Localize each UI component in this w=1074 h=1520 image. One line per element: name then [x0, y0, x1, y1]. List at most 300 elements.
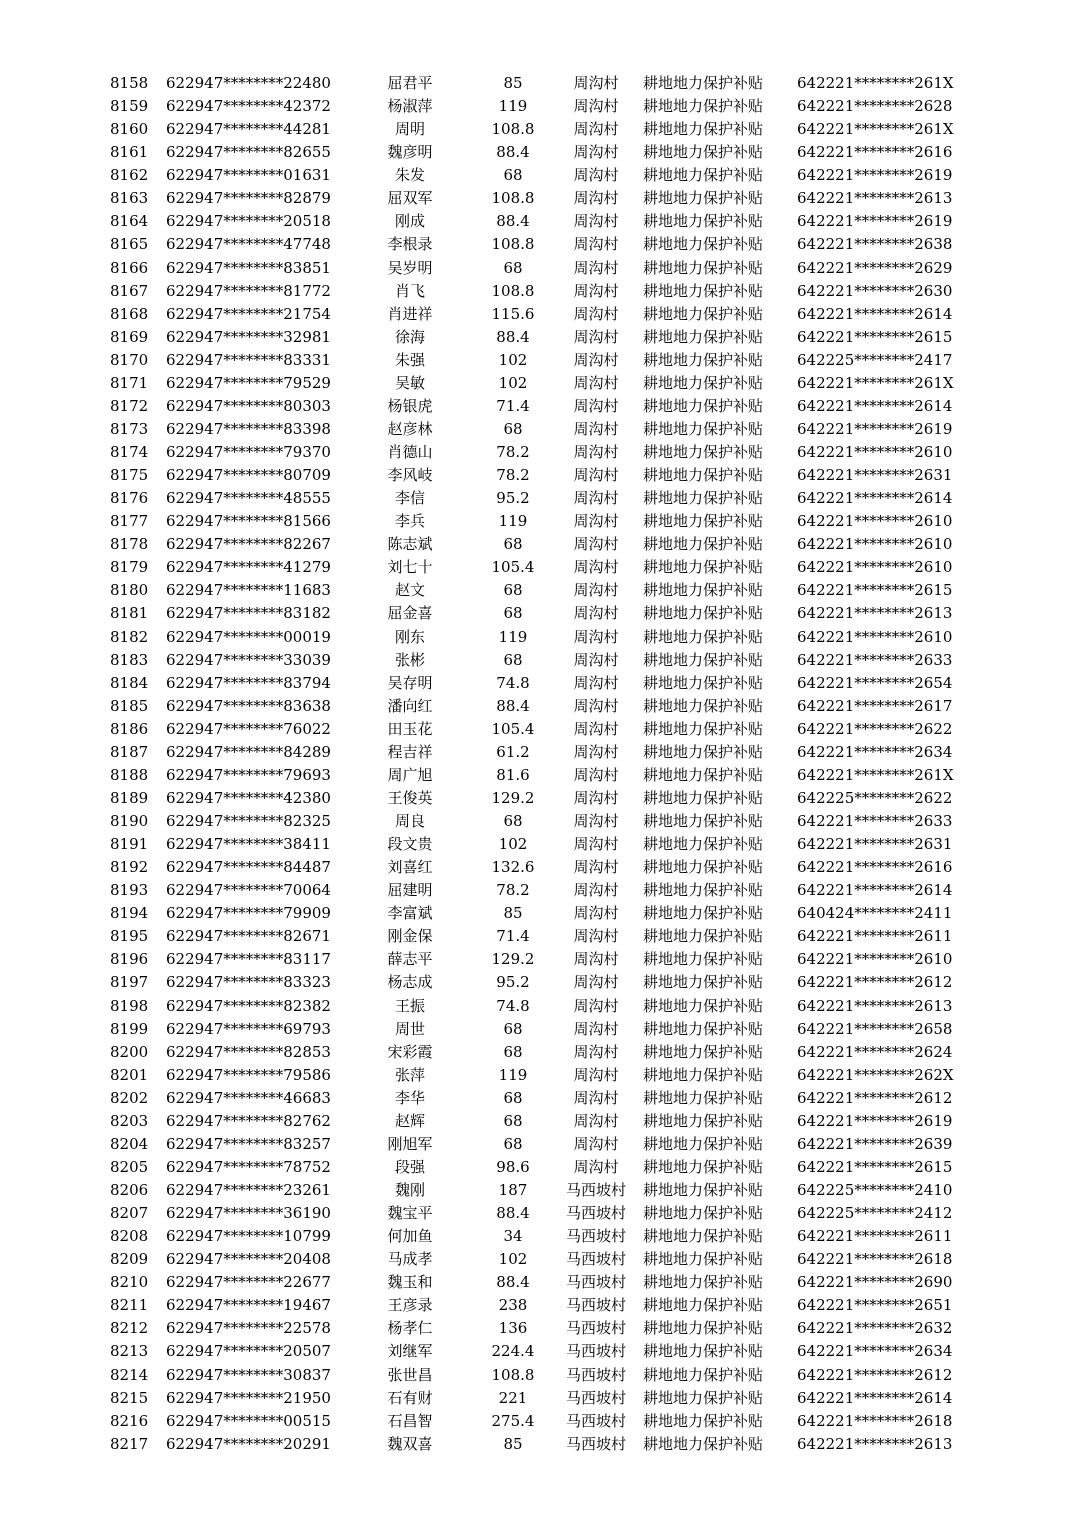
- farmer-name: 张彬: [394, 650, 425, 669]
- row-number: 8194: [110, 904, 149, 923]
- village-name: 周沟村: [573, 1065, 619, 1084]
- table-row: [0, 257, 1074, 280]
- row-number: 8166: [110, 258, 149, 277]
- subsidy-type: 耕地地力保护补贴: [643, 304, 764, 323]
- table-row: [0, 1294, 1074, 1317]
- id-card-number: 642221********2622: [797, 719, 953, 738]
- farmer-name: 李兵: [394, 512, 425, 531]
- bank-card-number: 622947********42372: [166, 97, 331, 116]
- table-row: [0, 602, 1074, 625]
- village-name: 周沟村: [573, 742, 619, 761]
- subsidy-amount: 88.4: [496, 1273, 530, 1292]
- table-row: [0, 626, 1074, 649]
- id-card-number: 642221********261X: [797, 74, 954, 92]
- bank-card-number: 622947********82382: [166, 996, 331, 1015]
- table-row: [0, 741, 1074, 764]
- row-number: 8214: [110, 1365, 149, 1384]
- table-row: [0, 902, 1074, 925]
- id-card-number: 642221********2633: [797, 650, 953, 669]
- row-number: 8172: [110, 396, 149, 415]
- subsidy-amount: 68: [503, 650, 523, 669]
- farmer-name: 周良: [394, 812, 425, 830]
- farmer-name: 朱强: [394, 350, 425, 369]
- subsidy-amount: 98.6: [496, 1157, 530, 1176]
- id-card-number: 642221********2610: [797, 512, 953, 531]
- subsidy-amount: 88.4: [496, 327, 530, 346]
- subsidy-amount: 81.6: [496, 765, 530, 784]
- id-card-number: 642221********2610: [797, 950, 953, 969]
- subsidy-amount: 105.4: [491, 558, 535, 577]
- subsidy-amount: 108.8: [491, 1365, 535, 1384]
- village-name: 周沟村: [573, 858, 619, 877]
- bank-card-number: 622947********44281: [166, 120, 331, 139]
- village-name: 周沟村: [573, 581, 619, 600]
- row-number: 8174: [110, 443, 149, 461]
- id-card-number: 642221********2654: [797, 673, 953, 692]
- subsidy-type: 耕地地力保护补贴: [643, 604, 764, 623]
- subsidy-amount: 136: [498, 1319, 528, 1338]
- village-name: 周沟村: [573, 696, 619, 715]
- subsidy-amount: 108.8: [491, 120, 535, 139]
- id-card-number: 642221********2610: [797, 535, 953, 554]
- subsidy-type: 耕地地力保护补贴: [643, 581, 764, 600]
- bank-card-number: 622947********47748: [166, 235, 331, 254]
- row-number: 8215: [110, 1388, 149, 1407]
- id-card-number: 642221********2638: [797, 235, 953, 254]
- row-number: 8206: [110, 1181, 149, 1199]
- row-number: 8163: [110, 189, 149, 208]
- farmer-name: 朱发: [394, 166, 425, 185]
- table-row: [0, 1179, 1074, 1202]
- subsidy-amount: 85: [503, 1434, 523, 1453]
- village-name: 周沟村: [573, 650, 619, 669]
- subsidy-type: 耕地地力保护补贴: [643, 419, 764, 438]
- bank-card-number: 622947********23261: [166, 1181, 331, 1199]
- subsidy-amount: 102: [498, 373, 528, 392]
- table-row: [0, 971, 1074, 994]
- bank-card-number: 622947********83638: [166, 696, 331, 715]
- id-card-number: 642221********2633: [797, 812, 953, 830]
- bank-card-number: 622947********83398: [166, 419, 331, 438]
- bank-card-number: 622947********20518: [166, 212, 331, 231]
- farmer-name: 王俊英: [387, 788, 433, 807]
- village-name: 马西坡村: [565, 1365, 626, 1384]
- village-name: 周沟村: [573, 489, 619, 508]
- subsidy-type: 耕地地力保护补贴: [643, 281, 764, 300]
- table-row: [0, 441, 1074, 464]
- subsidy-type: 耕地地力保护补贴: [643, 1273, 764, 1292]
- table-row: [0, 1018, 1074, 1041]
- subsidy-type: 耕地地力保护补贴: [643, 973, 764, 992]
- subsidy-type: 耕地地力保护补贴: [643, 1019, 764, 1038]
- village-name: 周沟村: [573, 419, 619, 438]
- row-number: 8201: [110, 1065, 149, 1084]
- subsidy-type: 耕地地力保护补贴: [643, 996, 764, 1015]
- bank-card-number: 622947********22677: [166, 1273, 331, 1292]
- bank-card-number: 622947********79529: [166, 373, 331, 392]
- bank-card-number: 622947********82267: [166, 535, 331, 554]
- table-row: [0, 1271, 1074, 1294]
- row-number: 8189: [110, 788, 149, 807]
- village-name: 马西坡村: [565, 1319, 626, 1338]
- subsidy-type: 耕地地力保护补贴: [643, 627, 764, 646]
- subsidy-amount: 108.8: [491, 235, 535, 254]
- bank-card-number: 622947********83117: [166, 950, 331, 969]
- table-row: [0, 1433, 1074, 1456]
- village-name: 周沟村: [573, 719, 619, 738]
- subsidy-amount: 95.2: [496, 489, 530, 508]
- table-row: [0, 672, 1074, 695]
- bank-card-number: 622947********22480: [166, 74, 331, 92]
- row-number: 8192: [110, 858, 149, 877]
- id-card-number: 642225********2410: [797, 1181, 953, 1199]
- id-card-number: 642221********2639: [797, 1134, 953, 1153]
- farmer-name: 吴存明: [387, 673, 433, 692]
- id-card-number: 642221********2614: [797, 396, 953, 415]
- bank-card-number: 622947********36190: [166, 1204, 331, 1223]
- village-name: 马西坡村: [565, 1411, 626, 1430]
- table-row: [0, 995, 1074, 1018]
- village-name: 周沟村: [573, 627, 619, 646]
- subsidy-amount: 187: [498, 1181, 528, 1199]
- village-name: 周沟村: [573, 97, 619, 116]
- subsidy-type: 耕地地力保护补贴: [643, 235, 764, 254]
- farmer-name: 石有财: [387, 1388, 433, 1407]
- bank-card-number: 622947********00019: [166, 627, 331, 646]
- farmer-name: 赵辉: [394, 1111, 425, 1130]
- bank-card-number: 622947********80303: [166, 396, 331, 415]
- bank-card-number: 622947********76022: [166, 719, 331, 738]
- subsidy-type: 耕地地力保护补贴: [643, 788, 764, 807]
- table-row: [0, 1225, 1074, 1248]
- table-row: [0, 1340, 1074, 1363]
- row-number: 8212: [110, 1319, 149, 1338]
- table-row: [0, 418, 1074, 441]
- village-name: 周沟村: [573, 535, 619, 554]
- village-name: 马西坡村: [565, 1342, 626, 1361]
- bank-card-number: 622947********84289: [166, 742, 331, 761]
- farmer-name: 吴岁明: [387, 258, 433, 277]
- subsidy-amount: 34: [503, 1227, 523, 1246]
- village-name: 周沟村: [573, 996, 619, 1015]
- village-name: 周沟村: [573, 881, 619, 900]
- table-row: [0, 1202, 1074, 1225]
- bank-card-number: 622947********83794: [166, 673, 331, 692]
- table-row: [0, 280, 1074, 303]
- bank-card-number: 622947********30837: [166, 1365, 331, 1384]
- subsidy-amount: 221: [498, 1388, 528, 1407]
- table-row: [0, 510, 1074, 533]
- farmer-name: 宋彩霞: [387, 1042, 433, 1061]
- row-number: 8178: [110, 535, 149, 554]
- id-card-number: 642221********2618: [797, 1250, 953, 1269]
- farmer-name: 程吉祥: [387, 742, 433, 761]
- village-name: 周沟村: [573, 373, 619, 392]
- subsidy-amount: 68: [503, 258, 523, 277]
- farmer-name: 刘喜红: [387, 858, 433, 877]
- village-name: 周沟村: [573, 143, 619, 162]
- bank-card-number: 622947********21950: [166, 1388, 331, 1407]
- subsidy-type: 耕地地力保护补贴: [643, 350, 764, 369]
- bank-card-number: 622947********83323: [166, 973, 331, 992]
- row-number: 8170: [110, 350, 149, 369]
- subsidy-amount: 71.4: [496, 927, 530, 946]
- row-number: 8203: [110, 1111, 149, 1130]
- id-card-number: 642225********2417: [797, 350, 953, 369]
- farmer-name: 潘向红: [387, 696, 433, 715]
- bank-card-number: 622947********33039: [166, 650, 331, 669]
- subsidy-type: 耕地地力保护补贴: [643, 535, 764, 554]
- row-number: 8181: [110, 604, 149, 623]
- subsidy-amount: 85: [503, 74, 523, 92]
- row-number: 8188: [110, 765, 149, 784]
- id-card-number: 642221********2630: [797, 281, 953, 300]
- subsidy-amount: 68: [503, 166, 523, 185]
- bank-card-number: 622947********82325: [166, 812, 331, 830]
- row-number: 8164: [110, 212, 149, 231]
- row-number: 8193: [110, 881, 149, 900]
- subsidy-amount: 275.4: [491, 1411, 535, 1430]
- subsidy-amount: 78.2: [496, 466, 530, 485]
- table-row: [0, 1410, 1074, 1433]
- bank-card-number: 622947********32981: [166, 327, 331, 346]
- row-number: 8160: [110, 120, 149, 139]
- subsidy-type: 耕地地力保护补贴: [643, 1204, 764, 1223]
- id-card-number: 642221********2610: [797, 443, 953, 461]
- village-name: 周沟村: [573, 1088, 619, 1107]
- id-card-number: 642221********2618: [797, 1411, 953, 1430]
- row-number: 8167: [110, 281, 149, 300]
- subsidy-amount: 88.4: [496, 212, 530, 231]
- row-number: 8187: [110, 742, 149, 761]
- table-row: [0, 1041, 1074, 1064]
- village-name: 周沟村: [573, 212, 619, 231]
- row-number: 8204: [110, 1134, 149, 1153]
- id-card-number: 642221********261X: [797, 120, 954, 139]
- farmer-name: 屈建明: [387, 881, 433, 900]
- bank-card-number: 622947********80709: [166, 466, 331, 485]
- id-card-number: 642221********2615: [797, 327, 953, 346]
- subsidy-type: 耕地地力保护补贴: [643, 858, 764, 877]
- subsidy-type: 耕地地力保护补贴: [643, 696, 764, 715]
- subsidy-amount: 129.2: [491, 788, 535, 807]
- farmer-name: 刚东: [394, 627, 425, 646]
- subsidy-amount: 88.4: [496, 1204, 530, 1223]
- farmer-name: 杨银虎: [387, 396, 433, 415]
- table-row: [0, 141, 1074, 164]
- farmer-name: 陈志斌: [387, 535, 433, 554]
- subsidy-amount: 105.4: [491, 719, 535, 738]
- row-number: 8185: [110, 696, 149, 715]
- bank-card-number: 622947********69793: [166, 1019, 331, 1038]
- farmer-name: 屈双军: [387, 189, 433, 208]
- table-row: [0, 1317, 1074, 1340]
- bank-card-number: 622947********20507: [166, 1342, 331, 1361]
- farmer-name: 魏彦明: [387, 143, 433, 162]
- farmer-name: 王振: [394, 996, 425, 1015]
- farmer-name: 赵文: [394, 581, 425, 600]
- row-number: 8197: [110, 973, 149, 992]
- table-row: [0, 948, 1074, 971]
- village-name: 周沟村: [573, 1134, 619, 1153]
- bank-card-number: 622947********10799: [166, 1227, 331, 1246]
- farmer-name: 杨志成: [387, 973, 433, 992]
- village-name: 马西坡村: [565, 1250, 626, 1269]
- subsidy-type: 耕地地力保护补贴: [643, 1434, 764, 1453]
- subsidy-type: 耕地地力保护补贴: [643, 74, 764, 92]
- id-card-number: 642221********2611: [797, 1227, 953, 1246]
- farmer-name: 周世: [394, 1019, 425, 1038]
- row-number: 8158: [110, 74, 149, 92]
- subsidy-type: 耕地地力保护补贴: [643, 765, 764, 784]
- subsidy-amount: 119: [498, 512, 528, 531]
- id-card-number: 642221********2619: [797, 166, 953, 185]
- subsidy-type: 耕地地力保护补贴: [643, 1042, 764, 1061]
- table-row: [0, 1110, 1074, 1133]
- bank-card-number: 622947********48555: [166, 489, 331, 508]
- farmer-name: 张世昌: [387, 1365, 433, 1384]
- subsidy-amount: 68: [503, 1019, 523, 1038]
- subsidy-type: 耕地地力保护补贴: [643, 1134, 764, 1153]
- subsidy-amount: 68: [503, 1042, 523, 1061]
- row-number: 8168: [110, 304, 149, 323]
- subsidy-type: 耕地地力保护补贴: [643, 1411, 764, 1430]
- bank-card-number: 622947********42380: [166, 788, 331, 807]
- bank-card-number: 622947********83257: [166, 1134, 331, 1153]
- bank-card-number: 622947********83182: [166, 604, 331, 623]
- bank-card-number: 622947********79586: [166, 1065, 331, 1084]
- subsidy-type: 耕地地力保护补贴: [643, 927, 764, 946]
- bank-card-number: 622947********79370: [166, 443, 331, 461]
- subsidy-type: 耕地地力保护补贴: [643, 950, 764, 969]
- bank-card-number: 622947********20291: [166, 1434, 331, 1453]
- row-number: 8205: [110, 1157, 149, 1176]
- id-card-number: 642225********2412: [797, 1204, 953, 1223]
- row-number: 8169: [110, 327, 149, 346]
- id-card-number: 642221********2617: [797, 696, 953, 715]
- table-row: [0, 395, 1074, 418]
- village-name: 周沟村: [573, 189, 619, 208]
- farmer-name: 刘继军: [387, 1342, 433, 1361]
- bank-card-number: 622947********82671: [166, 927, 331, 946]
- subsidy-amount: 68: [503, 581, 523, 600]
- id-card-number: 642221********2632: [797, 1319, 953, 1338]
- row-number: 8161: [110, 143, 149, 162]
- id-card-number: 640424********2411: [797, 904, 953, 923]
- farmer-name: 周广旭: [387, 765, 433, 784]
- village-name: 周沟村: [573, 1111, 619, 1130]
- row-number: 8200: [110, 1042, 149, 1061]
- subsidy-type: 耕地地力保护补贴: [643, 1157, 764, 1176]
- subsidy-table: [0, 72, 1074, 1456]
- id-card-number: 642221********2614: [797, 304, 953, 323]
- farmer-name: 石昌智: [387, 1411, 433, 1430]
- row-number: 8175: [110, 466, 149, 485]
- id-card-number: 642221********2615: [797, 581, 953, 600]
- farmer-name: 肖飞: [394, 281, 425, 300]
- table-row: [0, 303, 1074, 326]
- row-number: 8199: [110, 1019, 149, 1038]
- id-card-number: 642221********2610: [797, 558, 953, 577]
- table-row: [0, 879, 1074, 902]
- table-row: [0, 856, 1074, 879]
- farmer-name: 田玉花: [387, 719, 433, 738]
- farmer-name: 何加鱼: [387, 1227, 433, 1246]
- subsidy-type: 耕地地力保护补贴: [643, 1342, 764, 1361]
- subsidy-type: 耕地地力保护补贴: [643, 466, 764, 485]
- row-number: 8186: [110, 719, 149, 738]
- id-card-number: 642221********2628: [797, 97, 953, 116]
- bank-card-number: 622947********83851: [166, 258, 331, 277]
- id-card-number: 642221********2634: [797, 742, 953, 761]
- farmer-name: 王彦录: [387, 1296, 433, 1315]
- table-row: [0, 533, 1074, 556]
- id-card-number: 642221********2614: [797, 1388, 953, 1407]
- farmer-name: 李根录: [387, 235, 433, 254]
- village-name: 周沟村: [573, 788, 619, 807]
- row-number: 8165: [110, 235, 149, 254]
- bank-card-number: 622947********84487: [166, 858, 331, 877]
- subsidy-amount: 68: [503, 812, 523, 830]
- table-row: [0, 326, 1074, 349]
- id-card-number: 642221********2615: [797, 1157, 953, 1176]
- subsidy-type: 耕地地力保护补贴: [643, 120, 764, 139]
- village-name: 周沟村: [573, 604, 619, 623]
- bank-card-number: 622947********38411: [166, 835, 331, 854]
- subsidy-amount: 88.4: [496, 143, 530, 162]
- farmer-name: 杨淑萍: [387, 97, 433, 116]
- subsidy-amount: 102: [498, 350, 528, 369]
- id-card-number: 642221********2613: [797, 1434, 953, 1453]
- id-card-number: 642221********2612: [797, 1365, 953, 1384]
- subsidy-type: 耕地地力保护补贴: [643, 1296, 764, 1315]
- bank-card-number: 622947********00515: [166, 1411, 331, 1430]
- farmer-name: 李信: [394, 489, 425, 508]
- id-card-number: 642221********2629: [797, 258, 953, 277]
- subsidy-type: 耕地地力保护补贴: [643, 881, 764, 900]
- farmer-name: 杨孝仁: [387, 1319, 433, 1338]
- bank-card-number: 622947********78752: [166, 1157, 331, 1176]
- row-number: 8211: [110, 1296, 149, 1315]
- row-number: 8177: [110, 512, 149, 531]
- subsidy-amount: 71.4: [496, 396, 530, 415]
- subsidy-type: 耕地地力保护补贴: [643, 673, 764, 692]
- row-number: 8217: [110, 1434, 149, 1453]
- village-name: 周沟村: [573, 673, 619, 692]
- id-card-number: 642221********2612: [797, 973, 953, 992]
- subsidy-amount: 119: [498, 627, 528, 646]
- bank-card-number: 622947********22578: [166, 1319, 331, 1338]
- id-card-number: 642221********2613: [797, 189, 953, 208]
- row-number: 8179: [110, 558, 149, 577]
- village-name: 周沟村: [573, 558, 619, 577]
- subsidy-type: 耕地地力保护补贴: [643, 1365, 764, 1384]
- farmer-name: 李富斌: [387, 904, 433, 923]
- subsidy-amount: 95.2: [496, 973, 530, 992]
- village-name: 周沟村: [573, 281, 619, 300]
- subsidy-type: 耕地地力保护补贴: [643, 97, 764, 116]
- row-number: 8180: [110, 581, 149, 600]
- row-number: 8207: [110, 1204, 149, 1223]
- id-card-number: 642221********2624: [797, 1042, 953, 1061]
- table-row: [0, 118, 1074, 141]
- farmer-name: 吴敏: [394, 373, 425, 392]
- farmer-name: 肖进祥: [387, 304, 433, 323]
- subsidy-type: 耕地地力保护补贴: [643, 1088, 764, 1107]
- village-name: 马西坡村: [565, 1227, 626, 1246]
- id-card-number: 642221********2614: [797, 489, 953, 508]
- id-card-number: 642221********2619: [797, 1111, 953, 1130]
